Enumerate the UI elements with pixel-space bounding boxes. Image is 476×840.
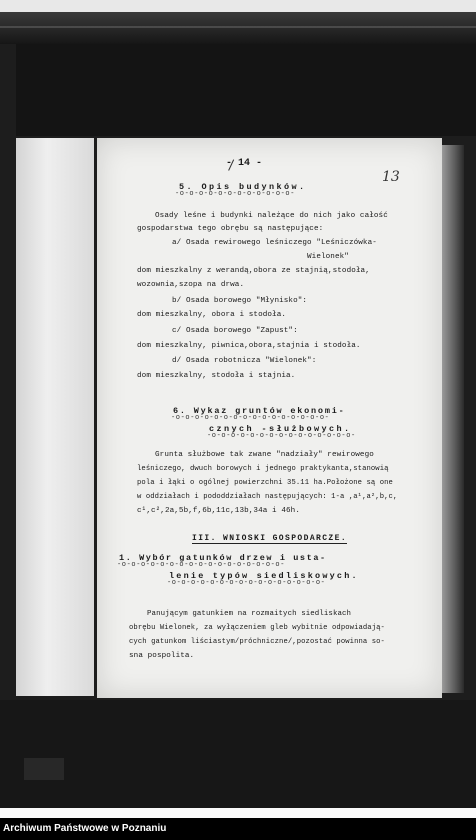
text-line: a/ Osada rewirowego leśniczego "Leśniczówka- xyxy=(172,239,377,247)
text-line: leśniczego, dwuch borowych i jednego praktykanta,stanowią xyxy=(137,465,389,473)
section-iii-1-heading-cont: lenie typów siedliskowych. xyxy=(169,571,359,581)
film-edge-top xyxy=(0,12,476,44)
film-artifact xyxy=(24,758,64,780)
section-iii-1-heading: 1. Wybór gatunków drzew i usta- xyxy=(119,553,327,563)
section-5-heading: 5. Opis budynków. xyxy=(179,182,307,192)
section-iii-1-underline: -o-o-o-o-o-o-o-o-o-o-o-o-o-o-o-o-o- xyxy=(117,561,286,569)
text-line: obrębu Wielonek, za wyłączeniem gleb wybitnie odpowiadają- xyxy=(129,624,385,632)
text-line: b/ Osada borowego "Młynisko": xyxy=(172,297,308,305)
section-6-heading: 6. Wykaz gruntów ekonomi- xyxy=(173,406,346,416)
previous-page-edge xyxy=(16,138,94,696)
document-page xyxy=(97,138,442,698)
text-line: Osady leśne i budynki należące do nich jako całość xyxy=(155,212,388,220)
text-line: gospodarstwa tego obrębu są następujące: xyxy=(137,225,324,233)
footer-margin xyxy=(0,808,476,818)
film-background xyxy=(16,44,476,136)
text-line: c/ Osada borowego "Zapust": xyxy=(172,327,298,335)
text-line: Grunta służbowe tak zwane "nadziały" rewirowego xyxy=(155,451,374,459)
text-line: dom mieszkalny z werandą,obora ze stajnią,stodoła, xyxy=(137,267,370,275)
handwritten-page-number: 13 xyxy=(382,169,400,185)
text-line: d/ Osada robotnicza "Wielonek": xyxy=(172,357,317,365)
archive-footer xyxy=(0,818,476,840)
text-line: wozownia,szopa na drwa. xyxy=(137,281,245,289)
text-line: dom mieszkalny, obora i stodoła. xyxy=(137,311,287,319)
section-6-heading-cont: cznych -służbowych. xyxy=(209,424,352,434)
page-stack-edge xyxy=(442,145,464,693)
section-5-underline: -o-o-o-o-o-o-o-o-o-o-o-o- xyxy=(175,190,296,198)
section-6-underline: -o-o-o-o-o-o-o-o-o-o-o-o-o-o-o-o- xyxy=(171,414,330,422)
text-line: Panującym gatunkiem na rozmaitych siedliskach xyxy=(147,610,352,618)
text-line: dom mieszkalny, stodoła i stajnia. xyxy=(137,372,296,380)
text-line: pola i łąki o ogólnej powierzchni 35.11 ha.Położone są one xyxy=(137,479,393,487)
text-line: sna pospolita. xyxy=(129,652,195,660)
section-iii-heading: III. WNIOSKI GOSPODARCZE. xyxy=(192,534,348,543)
text-line: dom mieszkalny, piwnica,obora,stajnia i stodoła. xyxy=(137,342,361,350)
text-line: c¹,c²,2a,5b,f,6b,11c,13b,34a i 46h. xyxy=(137,507,300,515)
text-line: w oddziałach i pododdziałach następujących: 1-a ,a¹,a²,b,c, xyxy=(137,493,398,501)
film-edge-line xyxy=(0,26,476,28)
text-line: cych gatunkom liściastym/próchniczne/,pozostać powinna so- xyxy=(129,638,385,646)
film-background-bottom xyxy=(0,700,476,808)
archive-name: Archiwum Państwowe w Poznaniu xyxy=(3,823,167,834)
top-margin xyxy=(0,0,476,12)
section-iii-1-underline-2: -o-o-o-o-o-o-o-o-o-o-o-o-o-o-o-o- xyxy=(167,579,326,587)
section-6-underline-2: -o-o-o-o-o-o-o-o-o-o-o-o-o-o-o- xyxy=(207,432,356,440)
page-number: - 14 - xyxy=(226,158,263,169)
text-line: Wielonek" xyxy=(307,253,349,261)
